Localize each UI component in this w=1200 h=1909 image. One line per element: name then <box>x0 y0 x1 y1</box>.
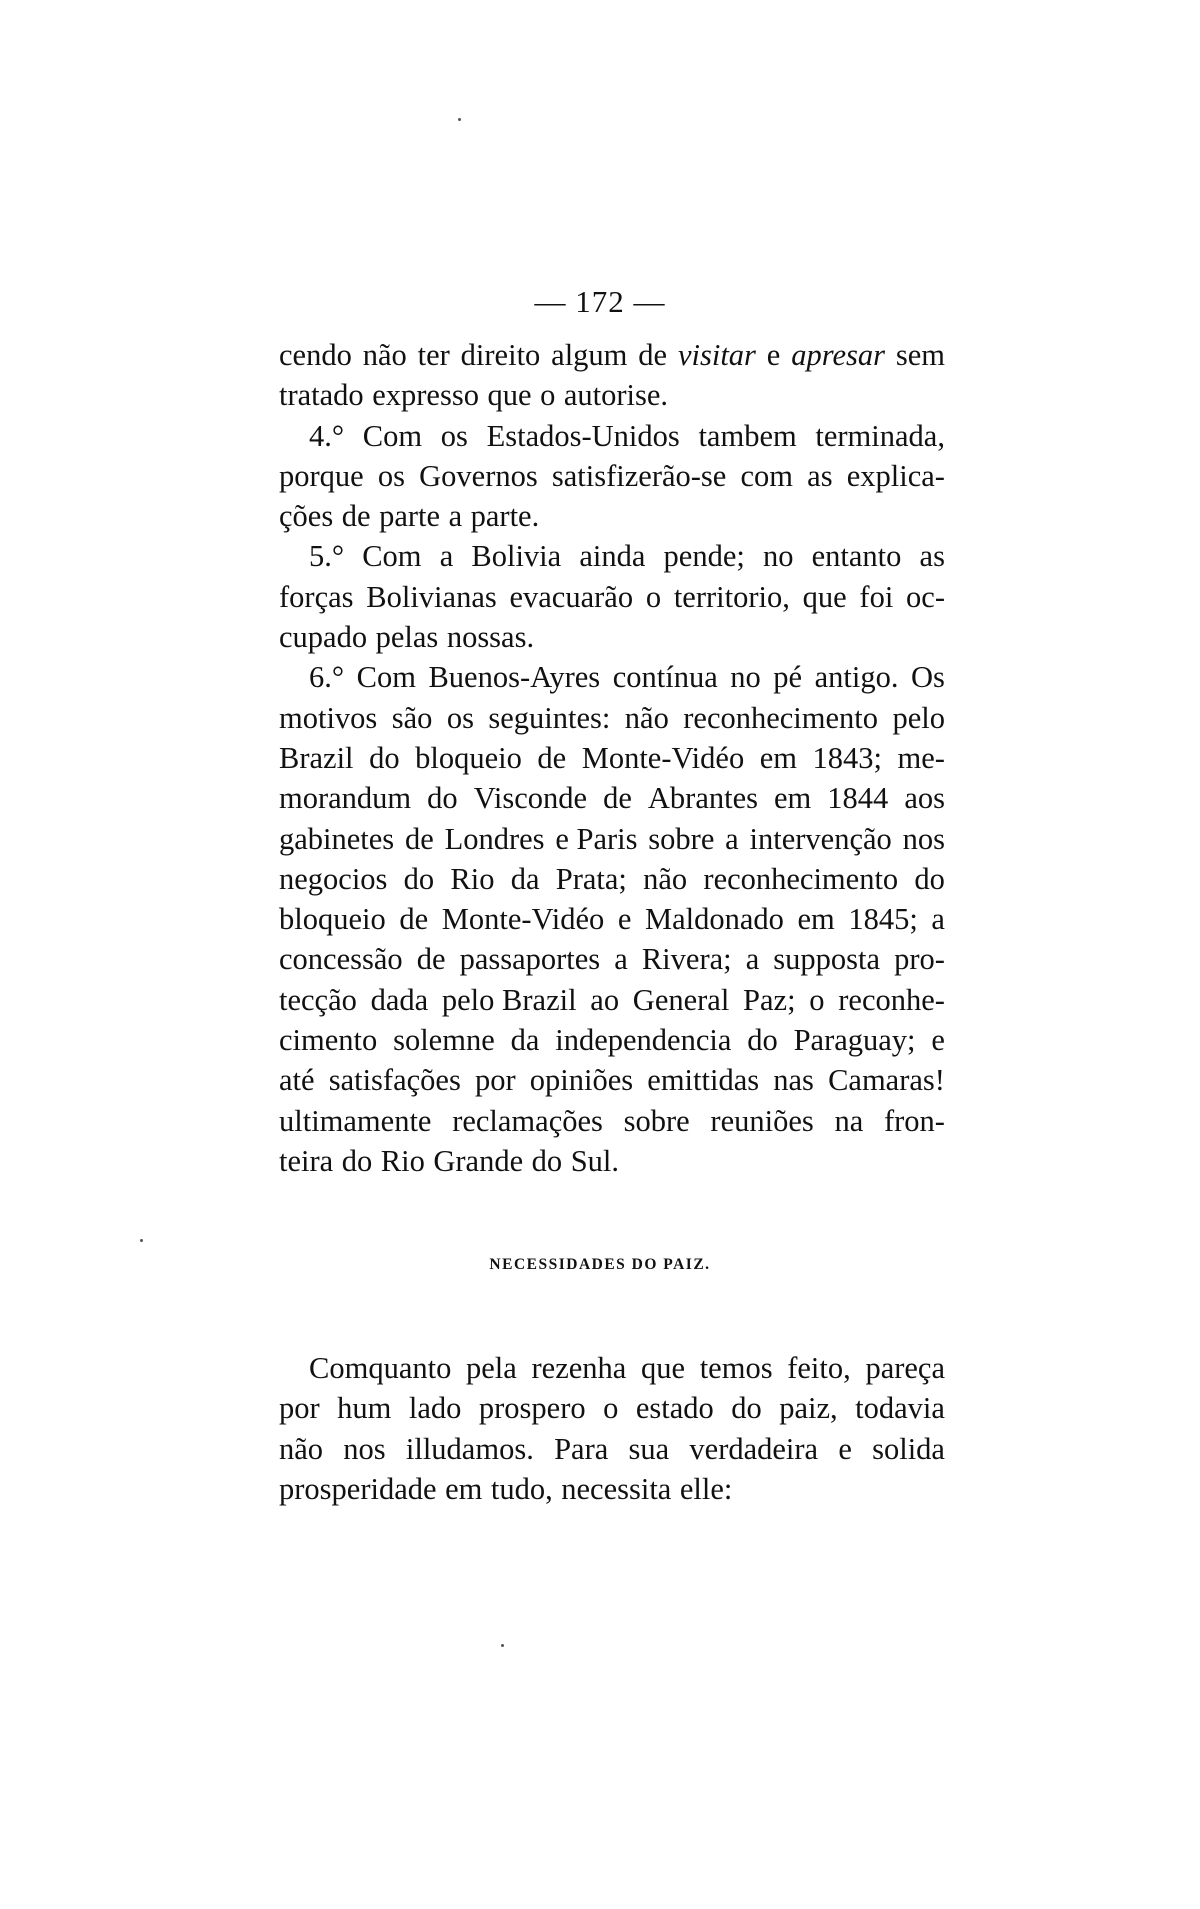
word: reconhe- <box>838 982 945 1017</box>
word: e <box>931 1023 945 1058</box>
word: os <box>446 700 474 735</box>
text-line <box>279 1104 945 1144</box>
word: ao <box>590 982 620 1017</box>
text-line <box>279 822 945 862</box>
word: illudamos. <box>405 1431 534 1466</box>
word: não <box>362 338 407 372</box>
word: Estados-Unidos <box>486 418 680 453</box>
word: forças <box>279 579 354 614</box>
word: do <box>427 781 458 816</box>
word: explica- <box>846 458 945 493</box>
word: Abrantes <box>647 781 758 816</box>
word: o <box>809 982 825 1017</box>
word: Prata; <box>555 861 627 896</box>
word: prospero <box>478 1391 586 1426</box>
word: elle: <box>679 1471 733 1506</box>
word: não <box>624 700 669 735</box>
word: 5.° <box>309 539 345 574</box>
word: de <box>603 781 632 816</box>
word: em <box>774 781 812 816</box>
word: passaportes <box>459 942 601 977</box>
text-line <box>279 459 945 499</box>
word: 1844 <box>827 781 889 816</box>
text-line <box>279 1023 945 1063</box>
word: temos <box>699 1351 773 1385</box>
word: pareça <box>865 1351 945 1385</box>
word: prosperidade <box>279 1471 437 1506</box>
text-line <box>279 1144 945 1184</box>
word: pelas <box>375 620 439 655</box>
word: que <box>802 579 847 614</box>
word: Monte-Vidéo <box>581 740 745 775</box>
word: lado <box>408 1391 462 1426</box>
text-line <box>279 499 945 539</box>
word: parte. <box>470 499 540 534</box>
word: na <box>834 1103 864 1138</box>
word: negocios <box>279 861 388 896</box>
word: aos <box>904 781 945 816</box>
word: Rio <box>450 861 495 896</box>
word: Bolivia <box>471 539 562 574</box>
word: nos <box>902 821 945 856</box>
word: bloqueio <box>415 740 522 775</box>
word: paiz, <box>779 1391 838 1426</box>
word: cupado <box>279 620 368 655</box>
word: contínua <box>612 660 718 695</box>
word: Com <box>362 539 422 574</box>
word: satisfações <box>328 1063 461 1098</box>
word: sobre <box>623 1103 690 1138</box>
word: fron- <box>883 1103 945 1138</box>
word: a <box>439 539 454 574</box>
word: pé <box>773 660 803 695</box>
word: da <box>510 1023 540 1058</box>
word: Buenos-Ayres <box>428 660 601 695</box>
word: tecção <box>279 982 357 1017</box>
word: Com <box>356 660 416 695</box>
word: nossas. <box>446 620 535 655</box>
word: gabinetes <box>279 821 395 856</box>
text-line <box>279 781 945 821</box>
text-line <box>279 338 945 378</box>
word: opiniões <box>529 1063 634 1098</box>
text-line <box>279 1391 945 1431</box>
word: os <box>440 418 468 453</box>
text-line <box>279 620 945 660</box>
word: nas <box>773 1063 814 1098</box>
text-line <box>279 741 945 781</box>
word: sobre <box>648 821 715 856</box>
word: da <box>510 861 540 896</box>
word: Visconde <box>473 781 588 816</box>
word: que <box>640 1351 686 1385</box>
text-line <box>279 378 945 418</box>
speck-mark <box>458 118 461 121</box>
word: entanto <box>811 539 902 574</box>
word: General <box>632 982 730 1017</box>
word: com <box>740 458 793 493</box>
word: concessão <box>279 942 403 977</box>
word: e Paris <box>555 821 638 856</box>
word: não <box>643 861 688 896</box>
word: pela <box>466 1351 517 1385</box>
word: o <box>603 1391 619 1426</box>
word: parte <box>379 499 441 534</box>
word: em <box>797 902 835 937</box>
word: a <box>614 942 628 977</box>
word: no <box>762 539 794 574</box>
word: são <box>391 700 433 735</box>
word: Paz; <box>743 982 796 1017</box>
word: me- <box>897 740 945 775</box>
word: direito <box>460 338 541 372</box>
word: sua <box>628 1431 670 1466</box>
word: reuniões <box>710 1103 814 1138</box>
word: cimento <box>279 1023 378 1058</box>
word: sem <box>895 338 945 372</box>
word: do <box>341 1143 373 1178</box>
word: autorise. <box>563 378 669 413</box>
text-block-top <box>279 338 945 1184</box>
word: os <box>377 458 405 493</box>
word: por <box>279 1391 320 1426</box>
word: terminada, <box>815 418 945 453</box>
word: reclamações <box>452 1103 603 1138</box>
word: bloqueio <box>279 902 386 937</box>
word: tudo, <box>490 1471 553 1506</box>
word: a <box>448 499 463 534</box>
word: dada <box>370 982 429 1017</box>
word: Bolivianas <box>366 579 497 614</box>
word: no <box>730 660 761 695</box>
word: visitar <box>677 338 756 372</box>
word: reconhecimento <box>683 700 879 735</box>
word: Os <box>911 660 945 695</box>
word: foi <box>859 579 894 614</box>
word: do <box>369 740 400 775</box>
word: Londres <box>444 821 545 856</box>
word: Rivera; <box>641 942 732 977</box>
word: rezenha <box>531 1351 627 1385</box>
word: independencia <box>555 1023 732 1058</box>
text-line <box>279 902 945 942</box>
word: em <box>759 740 797 775</box>
word: do <box>914 861 945 896</box>
word: Sul. <box>570 1143 619 1178</box>
word: tambem <box>698 418 797 453</box>
word: ainda <box>579 539 646 574</box>
text-line <box>279 1432 945 1472</box>
word: reconhecimento <box>703 861 899 896</box>
word: pelo Brazil <box>441 982 577 1017</box>
word: Monte-Vidéo <box>441 902 605 937</box>
speck-mark <box>501 1644 504 1647</box>
word: cendo <box>279 338 352 372</box>
word: territorio, <box>673 579 790 614</box>
word: teira <box>279 1143 334 1178</box>
word: do <box>731 1391 762 1426</box>
word: porque <box>279 458 364 493</box>
word: oc- <box>906 579 945 614</box>
word: 4.° <box>309 418 345 453</box>
word: a <box>725 821 739 856</box>
word: intervenção <box>749 821 892 856</box>
word: Grande <box>433 1143 524 1178</box>
word: ultimamente <box>279 1103 432 1138</box>
word: a <box>931 902 945 937</box>
text-line <box>279 1472 945 1512</box>
word: feito, <box>787 1351 851 1385</box>
word: não <box>279 1431 324 1466</box>
text-block-bottom <box>279 1351 945 1512</box>
word: expresso <box>372 378 479 413</box>
word: de <box>399 902 429 937</box>
word: até <box>279 1063 315 1098</box>
word: algum <box>551 338 628 372</box>
word: Brazil <box>279 740 354 775</box>
word: necessita <box>561 1471 672 1506</box>
word: Governos <box>419 458 538 493</box>
word: estado <box>635 1391 714 1426</box>
word: evacuarão <box>509 579 634 614</box>
word: e <box>617 902 632 937</box>
text-line <box>279 862 945 902</box>
word: todavia <box>855 1391 945 1426</box>
word: Paraguay; <box>793 1023 916 1058</box>
word: Rio <box>380 1143 425 1178</box>
word: o <box>645 579 662 614</box>
text-line <box>279 942 945 982</box>
word: por <box>474 1063 516 1098</box>
word: 6.° <box>309 660 345 695</box>
word: 1843; <box>812 740 883 775</box>
speck-mark <box>140 1239 143 1242</box>
word: Camaras! <box>828 1063 945 1098</box>
text-line <box>279 419 945 459</box>
word: supposta <box>773 942 881 977</box>
text-line <box>279 1063 945 1103</box>
word: do <box>747 1023 778 1058</box>
word: satisfizerão-se <box>551 458 727 493</box>
word: tratado <box>279 378 364 413</box>
text-line <box>279 983 945 1023</box>
word: o <box>540 378 556 413</box>
word: as <box>807 458 833 493</box>
word: nos <box>343 1431 386 1466</box>
section-heading: NECESSIDADES DO PAIZ. <box>489 1256 711 1273</box>
word: do <box>403 861 435 896</box>
word: solida <box>872 1431 945 1466</box>
word: seguintes: <box>488 700 611 735</box>
text-line <box>279 580 945 620</box>
word: Maldonado <box>644 902 784 937</box>
word: de <box>638 338 668 372</box>
word: e <box>766 338 781 372</box>
word: antigo. <box>814 660 899 695</box>
word: em <box>445 1471 483 1506</box>
word: de <box>416 942 446 977</box>
word: morandum <box>279 781 412 816</box>
word: Para <box>554 1431 609 1466</box>
word: de <box>537 740 567 775</box>
word: solemne <box>393 1023 495 1058</box>
word: verdadeira <box>689 1431 819 1466</box>
word: de <box>341 499 371 534</box>
word: pende; <box>663 539 745 574</box>
word: emittidas <box>647 1063 760 1098</box>
word: apresar <box>791 338 885 372</box>
word: motivos <box>279 700 378 735</box>
word: Comquanto <box>309 1351 452 1385</box>
word: do <box>531 1143 563 1178</box>
text-line <box>279 1351 945 1391</box>
word: Com <box>362 418 423 453</box>
word: as <box>919 539 945 574</box>
text-line <box>279 660 945 700</box>
word: que <box>487 378 532 413</box>
word: 1845; <box>848 902 918 937</box>
word: hum <box>337 1391 392 1426</box>
word: ter <box>417 338 450 372</box>
text-line <box>279 701 945 741</box>
word: pro- <box>894 942 945 977</box>
page-number: — 172 — <box>534 284 666 319</box>
word: pelo <box>892 700 945 735</box>
word: e <box>838 1431 852 1466</box>
word: ções <box>279 499 334 534</box>
word: a <box>745 942 760 977</box>
text-line <box>279 539 945 579</box>
word: de <box>404 821 434 856</box>
